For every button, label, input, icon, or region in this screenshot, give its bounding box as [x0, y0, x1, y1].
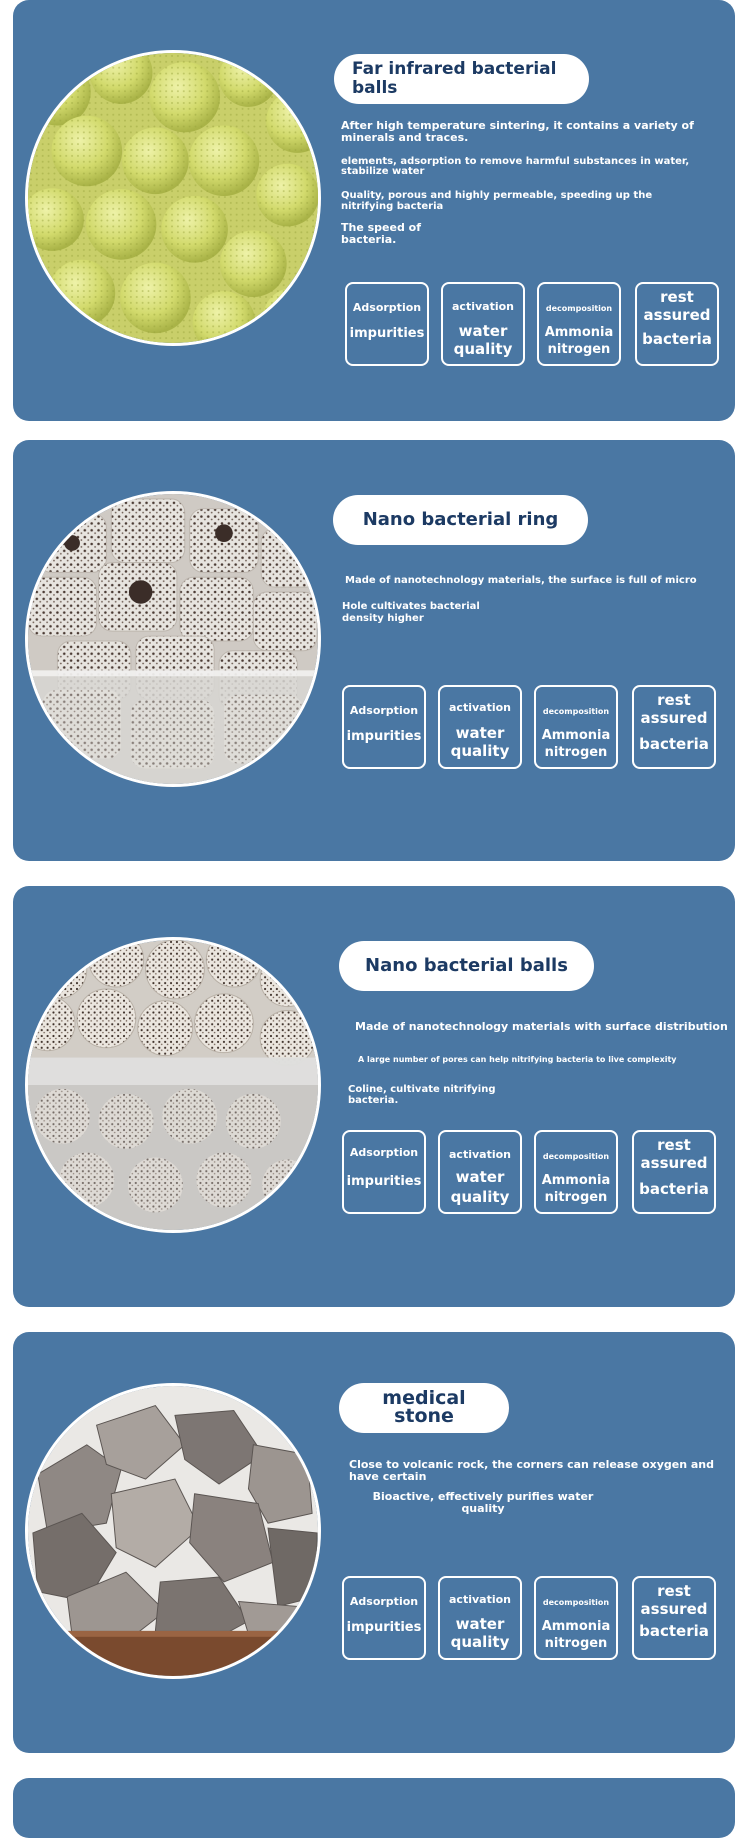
description-line: After high temperature sintering, it contains a variety of minerals and traces. [341, 119, 694, 144]
badge-label-top: rest assured [640, 691, 708, 727]
bacterial-ring-image [28, 494, 318, 784]
description-line: Quality, porous and highly permeable, speeding up the nitrifying bacteria [341, 190, 653, 212]
product-title: Nano bacterial balls [339, 941, 594, 991]
badge-rest-assured [635, 282, 719, 366]
badge-label-bottom: water quality [453, 322, 513, 358]
badge-label-bottom: bacteria [639, 1180, 709, 1198]
badge-label-top: Adsorption [349, 704, 419, 717]
badge-label-bottom: impurities [346, 1620, 422, 1635]
badge-label-bottom: water quality [450, 1168, 510, 1206]
medical-stone-image [28, 1386, 318, 1676]
badge-label-top: Adsorption [352, 301, 422, 314]
badge-label-top: activation [449, 701, 511, 714]
description-line: Made of nanotechnology materials with surface distribution [355, 1020, 728, 1033]
badge-label-top: decomposition [542, 1598, 610, 1607]
badge-rest-assured [632, 1576, 716, 1660]
yellow-bacterial-balls-image [28, 53, 318, 343]
badge-rest-assured [632, 1130, 716, 1214]
badge-label-bottom: impurities [346, 1174, 422, 1189]
product-photo [25, 1383, 321, 1679]
badge-activation [441, 282, 525, 366]
badge-adsorption [342, 1576, 426, 1660]
badge-label-bottom: water quality [450, 724, 510, 760]
badge-activation [438, 1130, 522, 1214]
badge-label-top: rest assured [643, 288, 711, 324]
badge-label-top: Adsorption [349, 1595, 419, 1608]
description-line: Coline, cultivate nitrifying bacteria. [348, 1084, 496, 1106]
badge-label-bottom: impurities [346, 729, 422, 744]
badge-decomposition [534, 685, 618, 769]
badge-label-top: decomposition [542, 707, 610, 716]
nano-bacterial-balls-image [28, 940, 318, 1230]
badge-decomposition [534, 1130, 618, 1214]
product-card-medical-stone [13, 1332, 735, 1753]
badge-label-bottom: bacteria [639, 1622, 709, 1640]
badge-adsorption [342, 1130, 426, 1214]
product-card-far-infrared [13, 0, 735, 421]
badge-label-bottom: Ammonia nitrogen [541, 1619, 611, 1651]
description-line: Hole cultivates bacterial density higher [342, 601, 480, 624]
product-title: Far infrared bacterial balls [334, 54, 589, 104]
badge-label-bottom: Ammonia nitrogen [544, 325, 614, 357]
product-photo [25, 50, 321, 346]
description-line: The speed of bacteria. [341, 221, 422, 246]
product-title: medical stone [339, 1383, 509, 1433]
badge-label-top: decomposition [542, 1152, 610, 1161]
badge-label-top: activation [452, 300, 514, 313]
badge-label-top: rest assured [640, 1136, 708, 1172]
badge-rest-assured [632, 685, 716, 769]
description-line: elements, adsorption to remove harmful substances in water, stabilize water [341, 156, 690, 177]
badge-label-bottom: impurities [349, 326, 425, 341]
description-line: Made of nanotechnology materials, the surface is full of micro [345, 575, 697, 586]
badge-activation [438, 685, 522, 769]
product-photo [25, 491, 321, 787]
badge-label-bottom: Ammonia nitrogen [541, 728, 611, 760]
badge-decomposition [537, 282, 621, 366]
product-title: Nano bacterial ring [333, 495, 588, 545]
badge-label-bottom: bacteria [639, 735, 709, 753]
product-card-nano-ring [13, 440, 735, 861]
description-line: A large number of pores can help nitrifying bacteria to live complexity [358, 1055, 677, 1064]
badge-label-bottom: Ammonia nitrogen [541, 1173, 611, 1205]
badge-label-top: Adsorption [349, 1146, 419, 1159]
badge-label-top: rest assured [640, 1582, 708, 1618]
badge-activation [438, 1576, 522, 1660]
badge-label-top: activation [449, 1593, 511, 1606]
product-card-next [13, 1778, 735, 1838]
product-card-nano-balls [13, 886, 735, 1307]
badge-decomposition [534, 1576, 618, 1660]
description-line: Bioactive, effectively purifies water quality [372, 1490, 594, 1515]
badge-label-bottom: water quality [450, 1615, 510, 1651]
badge-adsorption [342, 685, 426, 769]
badge-label-bottom: bacteria [642, 330, 712, 348]
badge-label-top: activation [449, 1148, 511, 1161]
badge-label-top: decomposition [545, 304, 613, 313]
badge-adsorption [345, 282, 429, 366]
product-photo [25, 937, 321, 1233]
description-line: Close to volcanic rock, the corners can release oxygen and have certain [349, 1458, 715, 1483]
